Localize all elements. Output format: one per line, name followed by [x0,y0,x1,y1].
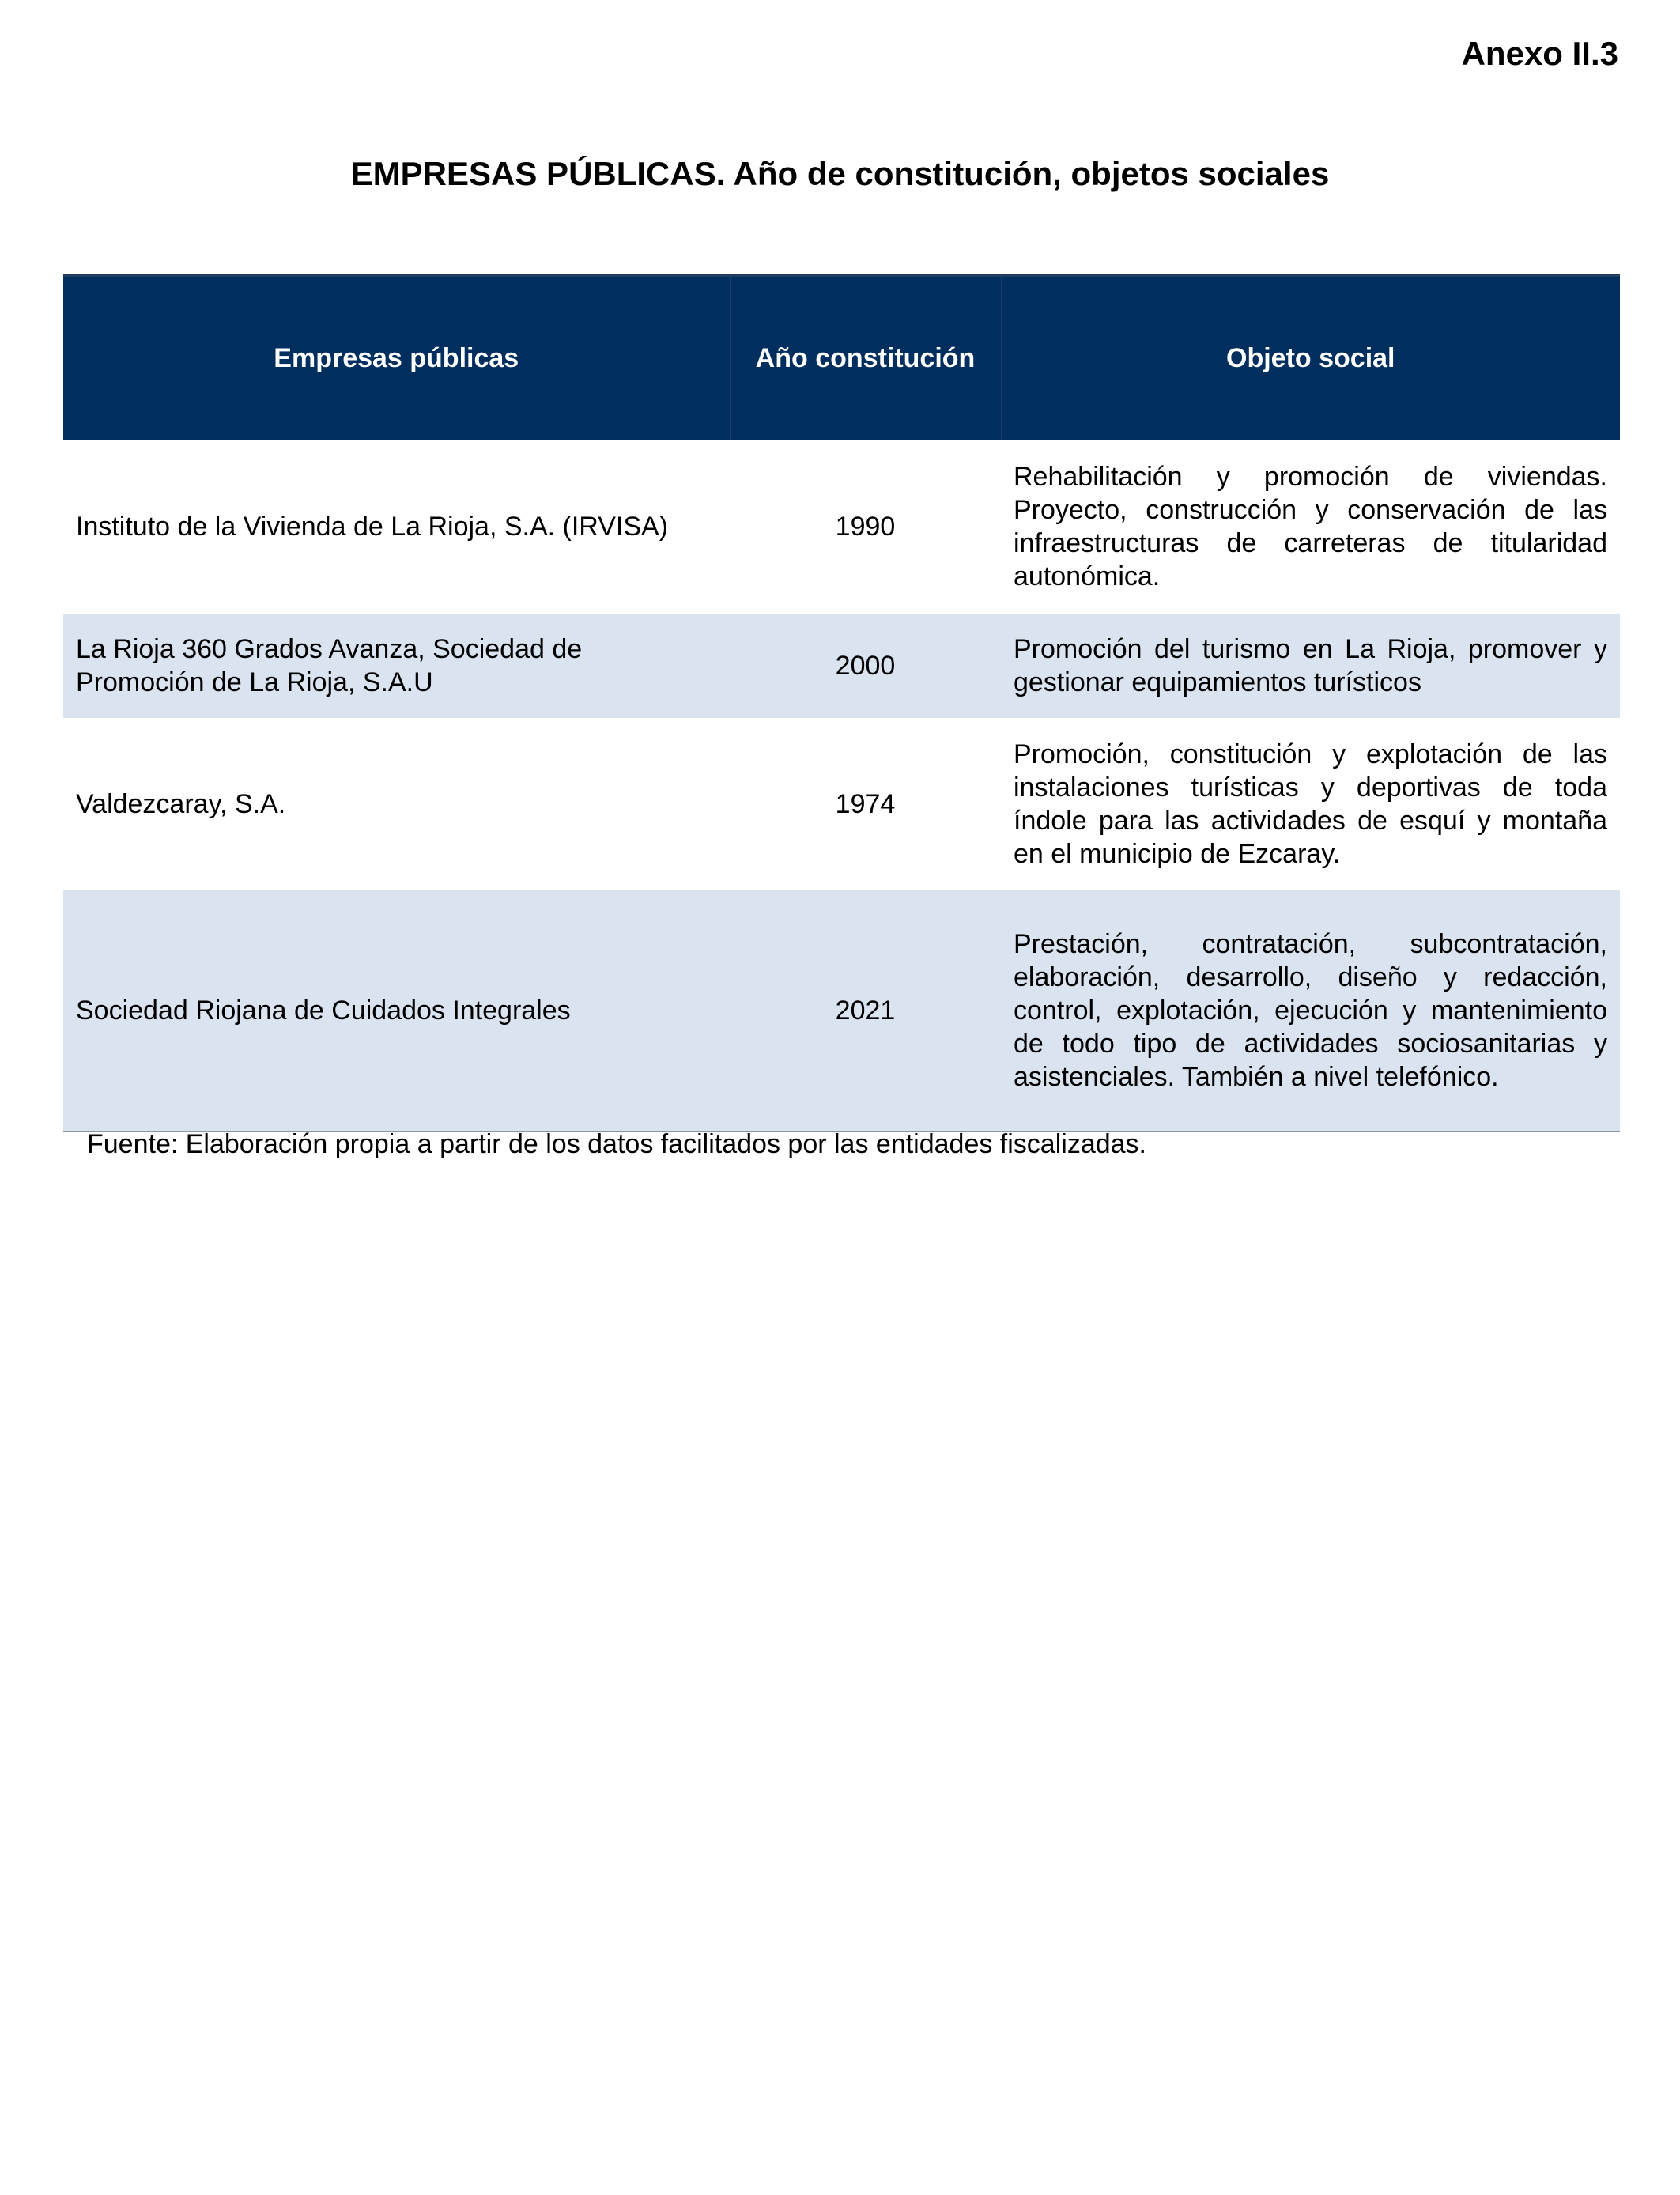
table-row [63,440,1620,614]
company-purpose: Promoción, constitución y explotación de las instalaciones turísticas y deportivas de toda índole para las actividades de esquí y montaña en el municipio de Ezcaray. [1014,739,1607,869]
table-row [63,614,1620,718]
header-purpose: Objeto social [1001,276,1620,440]
constitution-year: 2000 [730,614,1001,718]
companies-table-container [63,274,1620,1132]
company-name: La Rioja 360 Grados Avanza, Sociedad de Promoción de La Rioja, S.A.U [63,614,730,718]
table-row [63,890,1620,1132]
constitution-year: 1990 [835,512,896,542]
company-name: Sociedad Riojana de Cuidados Integrales [63,890,730,1132]
company-purpose: Prestación, contratación, subcontratación, elaboración, desarrollo, diseño y redacción, control, explotación, ejecución y mantenimiento de todo tipo de actividades sociosanitarias y asistenciales. También a nivel telefónico. [1001,890,1620,1132]
header-year: Año constitución [730,276,1001,440]
company-name: Valdezcaray, S.A. [76,789,286,819]
header-company: Empresas públicas [63,276,730,440]
constitution-year: 2021 [730,890,1001,1132]
company-name: Instituto de la Vivienda de La Rioja, S.A. (IRVISA) [76,512,669,542]
table-row [63,718,1620,890]
page-title: EMPRESAS PÚBLICAS. Año de constitución, objetos sociales [350,155,1330,192]
source-note: Fuente: Elaboración propia a partir de los datos facilitados por las entidades fiscalizadas. [87,1129,1146,1159]
table-header-row [63,276,1620,440]
company-purpose: Promoción del turismo en La Rioja, promover y gestionar equipamientos turísticos [1001,614,1620,718]
company-purpose: Rehabilitación y promoción de viviendas. Proyecto, construcción y conservación de las infraestructuras de carreteras de titularidad autonómica. [1014,462,1607,591]
companies-table [63,274,1620,1132]
constitution-year: 1974 [835,789,896,819]
annex-label: Anexo II.3 [1461,35,1618,72]
